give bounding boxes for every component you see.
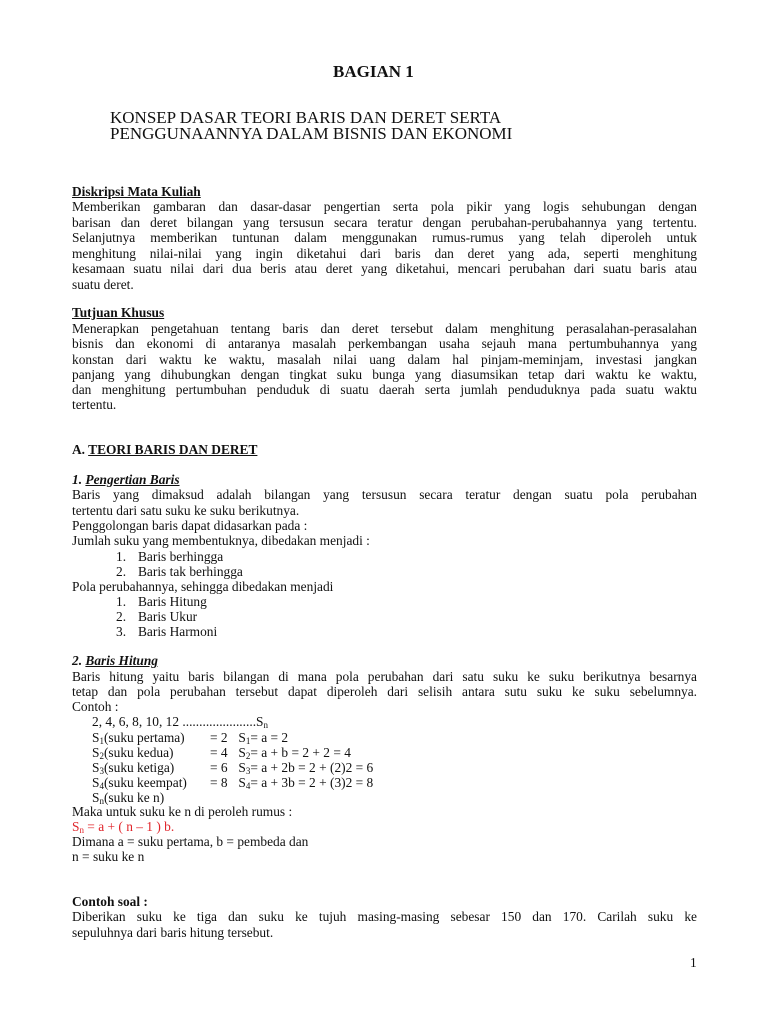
term-value: = 2 [210, 730, 228, 745]
term-label: (suku kedua) [103, 745, 174, 760]
term-symbol: S [238, 745, 246, 760]
sequence-example [92, 714, 717, 730]
term-label: (suku keempat) [103, 775, 187, 790]
subscript: n [99, 796, 104, 806]
paragraph-line: Dimana a = suku pertama, b = pembeda dan [72, 834, 309, 849]
example-heading: Contoh soal : [72, 894, 148, 909]
subsection-number: 2. [72, 653, 83, 668]
section-title: TEORI BARIS DAN DERET [88, 442, 258, 457]
example-row [92, 745, 717, 761]
paragraph-line: Contoh : [72, 699, 119, 714]
list-item [116, 624, 741, 640]
formula: $S_n = a$ + ( n – 1 ) b. [72, 819, 175, 835]
list-number: 3. [116, 624, 127, 639]
term-symbol: S [92, 760, 100, 775]
term-symbol: S [92, 730, 100, 745]
paragraph-line: Jumlah suku yang membentuknya, dibedakan menjadi : [72, 533, 370, 548]
chapter-subtitle: PENGGUNAANNYA DALAM BISNIS DAN EKONOMI [110, 124, 513, 143]
chapter-subtitle: KONSEP DASAR TEORI BARIS DAN DERET SERTA [110, 108, 502, 127]
term-symbol: S [238, 775, 246, 790]
term-label: (suku ketiga) [103, 760, 175, 775]
paragraph-line: suatu deret. [72, 277, 134, 292]
formula-text: = a + ( n – 1 ) b. [83, 819, 175, 834]
paragraph-line: Baris yang dimaksud adalah bilangan yang tersusun secara teratur dengan suatu pola perubahan [72, 487, 697, 502]
paragraph-line: konstan dari waktu ke waktu, masalah nilai uang dalam hal pinjam-meminjam, investasi jangkan [72, 352, 697, 367]
paragraph-line: dan menghitung pertumbuhan penduduk di suatu daerah serta jumlah penduduknya pada suatu waktu [72, 382, 697, 397]
subscript: 4 [99, 781, 104, 791]
paragraph-line: kesamaan suatu nilai dari dua beris atau deret yang diketahui, mencari perubahan dari suatu baris atau [72, 261, 697, 276]
subscript: 1 [99, 736, 104, 746]
subsection-title: Pengertian Baris [85, 472, 180, 487]
paragraph-line: Maka untuk suku ke n di peroleh rumus : [72, 804, 293, 819]
term-label: (suku pertama) [103, 730, 185, 745]
list-text: Baris Harmoni [138, 624, 218, 639]
term-formula: = a + 3b = 2 + (3)2 = 8 [250, 775, 374, 790]
page-number: 1 [690, 955, 697, 970]
paragraph-line: Baris hitung yaitu baris bilangan di mana pola perubahan dari satu suku ke suku berikutnya besarnya [72, 669, 697, 684]
list-number: 1. [116, 594, 127, 609]
term-symbol: S [238, 730, 246, 745]
section-heading: Diskripsi Mata Kuliah [72, 184, 201, 199]
sequence-text: 2, 4, 6, 8, 10, 12 ......................S [92, 714, 264, 729]
example-row [92, 760, 717, 776]
paragraph-line: Diberikan suku ke tiga dan suku ke tujuh masing-masing sebesar 150 dan 170. Carilah suku ke [72, 909, 697, 924]
subsection-number: 1. [72, 472, 83, 487]
paragraph-line: Memberikan gambaran dan dasar-dasar pengertian serta pola pikir yang logis sehubungan dengan [72, 199, 697, 214]
subsection-title: Baris Hitung [85, 653, 158, 668]
list-text: Baris berhingga [138, 549, 224, 564]
paragraph-line: menghitung nilai-nilai yang ingin diketahui dari baris dan deret yang ada, seperti menghitung [72, 246, 697, 261]
paragraph-line: tetap dan pola perubahan tersebut dapat diperoleh dari selisih antara sutu suku ke suku sebelumnya. [72, 684, 697, 699]
term-value: = 6 [210, 760, 228, 775]
list-item [116, 549, 741, 565]
list-item [116, 609, 741, 625]
paragraph-line: Penggolongan baris dapat didasarkan pada : [72, 518, 308, 533]
subsection-heading [72, 653, 697, 669]
subscript: n [79, 825, 84, 835]
term-formula: = a + 2b = 2 + (2)2 = 6 [250, 760, 374, 775]
subscript: 2 [245, 751, 251, 761]
section-number: A. [72, 442, 86, 457]
subsection-heading [72, 472, 697, 488]
list-text: Baris Hitung [138, 594, 207, 609]
term-label: (suku ke n) [103, 790, 165, 805]
subscript: 2 [99, 751, 104, 761]
term-symbol: S [238, 760, 246, 775]
list-number: 2. [116, 609, 127, 624]
subscript: 3 [245, 766, 251, 776]
term-symbol: S [92, 745, 100, 760]
subscript: 4 [245, 781, 251, 791]
example-row [92, 775, 717, 791]
section-heading: Tutjuan Khusus [72, 305, 165, 320]
term-symbol: S [92, 775, 100, 790]
list-text: Baris Ukur [138, 609, 198, 624]
example-row: $S_n(suku$ ke n) [92, 790, 165, 806]
term-value: = 8 [210, 775, 228, 790]
subscript: 1 [245, 736, 251, 746]
paragraph-line: bisnis dan ekonomi di antaranya masalah perkembangan usaha sejauh mana pertumbuhannya yang [72, 336, 697, 351]
list-text: Baris tak berhingga [138, 564, 243, 579]
list-number: 1. [116, 549, 127, 564]
term-value: = 4 [210, 745, 228, 760]
list-item [116, 594, 741, 610]
example-row [92, 730, 717, 746]
subscript: n [263, 720, 268, 730]
section-a-heading [72, 442, 697, 458]
paragraph-line: sepuluhnya dari baris hitung tersebut. [72, 925, 274, 940]
subscript: 3 [99, 766, 104, 776]
term-formula: = a = 2 [250, 730, 289, 745]
list-number: 2. [116, 564, 127, 579]
paragraph-line: n = suku ke n [72, 849, 145, 864]
page-title: BAGIAN 1 [333, 62, 414, 81]
paragraph-line: tertentu dari satu suku ke suku berikutnya. [72, 503, 300, 518]
paragraph-line: Selanjutnya memberikan tuntunan dalam menggunakan rumus-rumus yang telah diperoleh untuk [72, 230, 697, 245]
paragraph-line: panjang yang dihubungkan dengan tingkat suku bunga yang diasumsikan tetap dari waktu ke waktu, [72, 367, 697, 382]
list-item [116, 564, 741, 580]
paragraph-line: Menerapkan pengetahuan tentang baris dan deret tersebut dalam menghitung perasalahan-perasalahan [72, 321, 697, 336]
paragraph-line: barisan dan deret bilangan yang tersusun secara teratur dengan perubahan-perubahannya yang tertentu. [72, 215, 697, 230]
paragraph-line: Pola perubahannya, sehingga dibedakan menjadi [72, 579, 334, 594]
paragraph-line: tertentu. [72, 397, 117, 412]
term-formula: = a + b = 2 + 2 = 4 [250, 745, 351, 760]
